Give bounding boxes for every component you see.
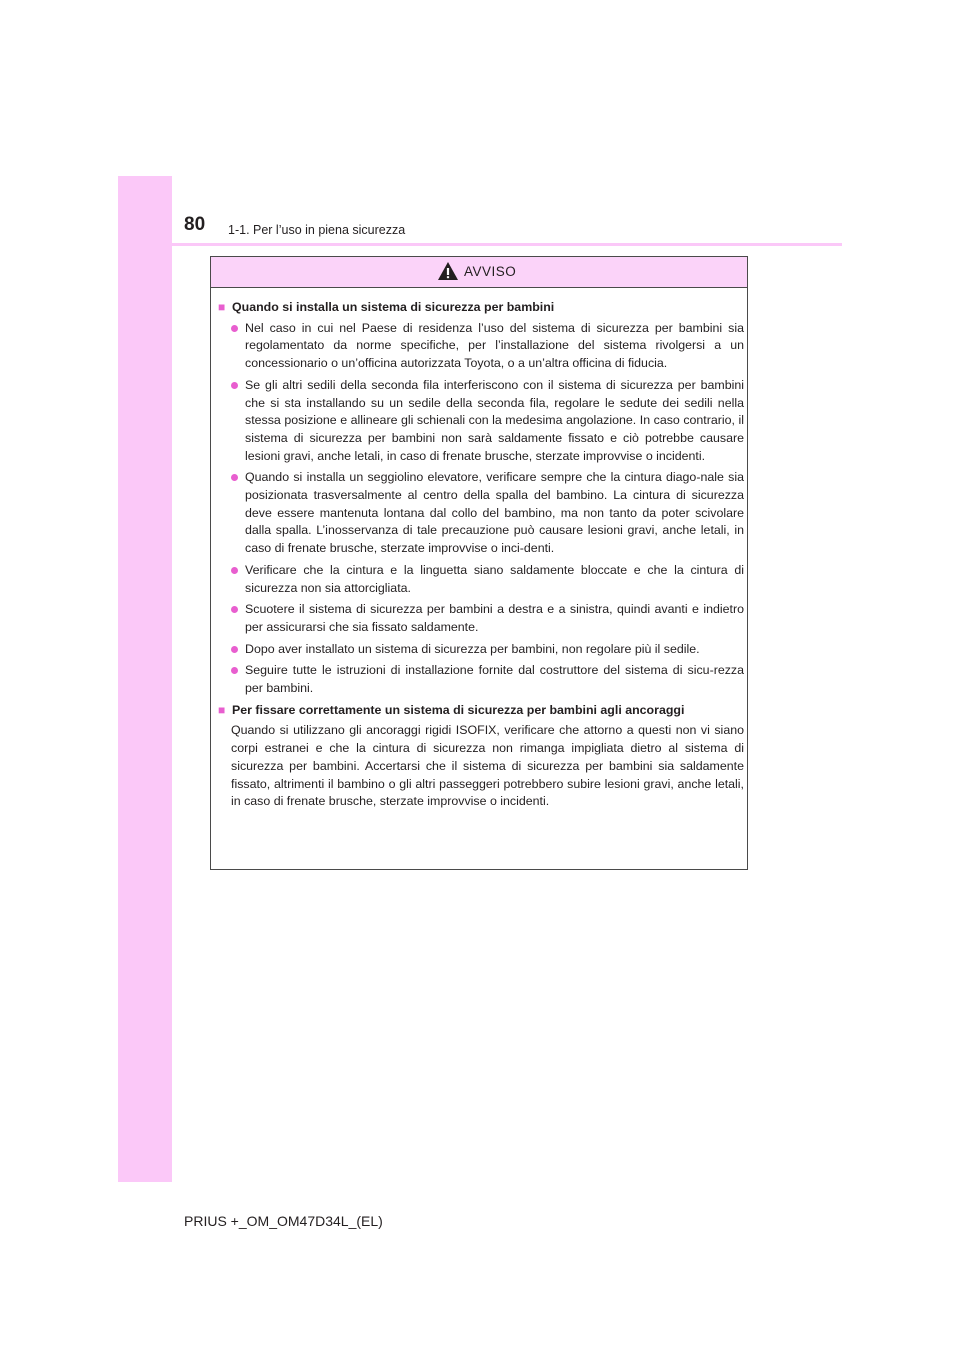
section-heading (218, 702, 744, 720)
header-rule (118, 243, 842, 246)
list-item-text: Nel caso in cui nel Paese di residenza l’uso del sistema di sicurezza per bambini sia regolamentato da norme specifiche, per l’installazione del sistema rivolgersi a un concessionario o un’officina autorizzata Toyota, o a un’altra officina di fiducia. (245, 320, 744, 371)
footer-document-code: PRIUS +_OM_OM47D34L_(EL) (184, 1213, 383, 1229)
section-paragraph: Quando si utilizzano gli ancoraggi rigidi ISOFIX, verificare che attorno a questi non vi siano corpi estranei e che la cintura di sicurezza non rimanga impigliata dietro al sistema di sicurezza per bambini. Accertarsi che il sistema di sicurezza per bambini sia saldamente fissato, altrimenti il bambino o gli altri passeggeri potrebbero subire lesioni gravi, anche letali, in caso di frenate brusche, sterzate improvvise o incidenti. (231, 723, 744, 809)
list-item (218, 641, 744, 659)
list-item-text: Verificare che la cintura e la linguetta siano saldamente bloccate e che la cintura di sicurezza non sia attorcigliata. (245, 562, 744, 595)
bullet-dot-icon (231, 606, 238, 613)
bullet-dot-icon (231, 325, 238, 332)
list-item-text: Dopo aver installato un sistema di sicurezza per bambini, non regolare più il sedile. (245, 641, 700, 656)
list-item (218, 662, 744, 697)
bullet-dot-icon (231, 382, 238, 389)
warning-box (210, 256, 748, 870)
warning-content (218, 299, 744, 811)
warning-header (211, 257, 747, 288)
bullet-dot-icon (231, 474, 238, 481)
square-bullet-icon: ■ (218, 702, 226, 717)
section-title: 1-1. Per l’uso in piena sicurezza (228, 223, 406, 237)
bullet-dot-icon (231, 567, 238, 574)
page-number: 80 (184, 214, 206, 235)
list-item (218, 562, 744, 597)
warning-triangle-icon (437, 261, 459, 281)
list-item-text: Quando si installa un seggiolino elevatore, verificare sempre che la cintura diago-nale sia posizionata trasversalmente al centro della spalla del bambino. La cintura di sicurezza deve essere mantenuta lontana dal collo del bambino, ma non tanto da poter scivolare dalla spalla. L’inosservanza di tale precauzione può causare lesioni gravi, anche letali, in caso di frenate brusche, sterzate improvvise o inci-denti. (245, 470, 744, 556)
list-item (218, 320, 744, 373)
list-item-text: Scuotere il sistema di sicurezza per bambini a destra e a sinistra, quindi avanti e indietro per assicurarsi che sia fissato saldamente. (245, 602, 744, 634)
list-item-text: Se gli altri sedili della seconda fila interferiscono con il sistema di sicurezza per bambini che si sta installando su un sedile della seconda fila, regolare le sedute dei sedili nella stessa posizione e allineare gli schienali con la medesima angolazione. In caso contrario, il sistema di sicurezza per bambini non sarà saldamente fissato e ciò potrebbe causare lesioni gravi, anche letali, in caso di frenate brusche, sterzate improvvise o incidenti. (245, 377, 744, 463)
list-item-text: Seguire tutte le istruzioni di installazione fornite dal costruttore del sistema di sicu-rezza per bambini. (245, 663, 744, 696)
list-item (218, 601, 744, 636)
section-heading-text: Per fissare correttamente un sistema di sicurezza per bambini agli ancoraggi (232, 702, 685, 717)
section-heading (218, 299, 744, 317)
bullet-dot-icon (231, 646, 238, 653)
side-margin-strip (118, 176, 172, 1182)
warning-title: AVVISO (464, 264, 517, 279)
bullet-dot-icon (231, 667, 238, 674)
section-heading-text: Quando si installa un sistema di sicurezza per bambini (232, 300, 555, 314)
list-item (218, 469, 744, 558)
list-item (218, 377, 744, 466)
square-bullet-icon: ■ (218, 300, 226, 314)
